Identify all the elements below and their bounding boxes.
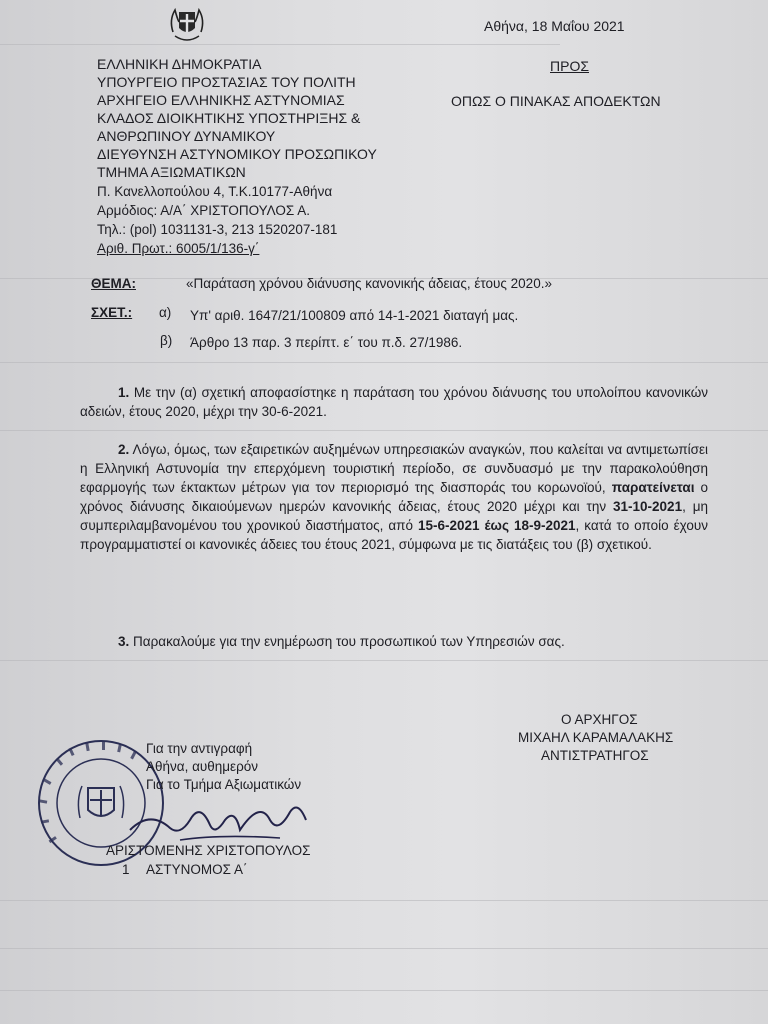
rule-line: [0, 430, 768, 431]
recipients-value: ΟΠΩΣ Ο ΠΙΝΑΚΑΣ ΑΠΟΔΕΚΤΩΝ: [451, 93, 661, 109]
header-line: ΔΙΕΥΘΥΝΣΗ ΑΣΤΥΝΟΜΙΚΟΥ ΠΡΟΣΩΠΙΚΟΥ: [97, 146, 377, 162]
subject-text: «Παράταση χρόνου διάνυσης κανονικής άδειας, έτους 2020.»: [186, 276, 552, 291]
chief-rank: ΑΝΤΙΣΤΡΑΤΗΓΟΣ: [541, 748, 649, 763]
handwritten-signature: [120, 790, 310, 850]
protocol-number: Αριθ. Πρωτ.: 6005/1/136-γ΄: [97, 241, 260, 256]
header-line: ΑΝΘΡΩΠΙΝΟΥ ΔΥΝΑΜΙΚΟΥ: [97, 128, 276, 144]
paragraph-number: 1.: [118, 385, 130, 400]
chief-title: Ο ΑΡΧΗΓΟΣ: [561, 712, 638, 727]
related-b-text: Άρθρο 13 παρ. 3 περίπτ. ε΄ του π.δ. 27/1986.: [190, 335, 463, 350]
copy-line: Για το Τμήμα Αξιωματικών: [146, 777, 302, 792]
responsible-officer: Αρμόδιος: Α/Α΄ ΧΡΙΣΤΟΠΟΥΛΟΣ Α.: [97, 203, 311, 218]
paragraph-text: , μη συμπεριλαμβανομένου του χρονικού διαστήματος, από: [80, 499, 708, 533]
chief-name: ΜΙΧΑΗΛ ΚΑΡΑΜΑΛΑΚΗΣ: [518, 730, 674, 745]
rule-line: [0, 990, 768, 991]
header-line: ΕΛΛΗΝΙΚΗ ΔΗΜΟΚΡΑΤΙΑ: [97, 56, 262, 72]
related-b-letter: β): [160, 333, 173, 348]
subject-label: ΘΕΜΑ:: [91, 276, 136, 291]
copy-line: Αθήνα, αυθημερόν: [146, 759, 259, 774]
paragraph-emphasis: 15-6-2021 έως 18-9-2021: [417, 518, 576, 533]
document-date: Αθήνα, 18 Μαΐου 2021: [484, 18, 625, 34]
paragraph-3: [80, 632, 708, 651]
paragraph-number: 3.: [118, 634, 130, 649]
rule-line: [0, 660, 768, 661]
paragraph-text: Λόγω, όμως, των εξαιρετικών αυξημένων υπηρεσιακών αναγκών, που καλείται να αντιμετωπίσει η Ελληνική Αστυνομία την επερχόμενη τουριστική περίοδο, σε συνδυασμό με την παρακολούθηση εφαρμογής των έκτακτων μέτρων για τον περιορισμό της διασποράς του κορωνοϊού,: [80, 442, 708, 495]
address: Π. Κανελλοπούλου 4, Τ.Κ.10177-Αθήνα: [97, 184, 333, 199]
related-label: ΣΧΕΤ.:: [91, 305, 133, 320]
related-a-letter: α): [159, 305, 172, 320]
rule-line: [0, 948, 768, 949]
rule-line: [0, 44, 560, 45]
related-a-text: Υπ' αριθ. 1647/21/100809 από 14-1-2021 διαταγή μας.: [190, 308, 519, 323]
header-line: ΤΜΗΜΑ ΑΞΙΩΜΑΤΙΚΩΝ: [97, 164, 246, 180]
paragraph-text: , κατά το οποίο έχουν προγραμματιστεί οι κανονικές άδειες του έτους 2021, σύμφωνα με τις διατάξεις του (β) σχετικού.: [80, 518, 709, 552]
phone: Τηλ.: (pol) 1031131-3, 213 1520207-181: [97, 222, 338, 237]
rule-line: [0, 900, 768, 901]
paragraph-number: 2.: [118, 442, 130, 457]
greek-coat-of-arms-icon: [165, 2, 209, 46]
paragraph-text: Με την (α) σχετική αποφασίστηκε η παράταση του χρόνου διάνυσης του υπολοίπου κανονικών αδειών, έτους 2020, μέχρι την 30-6-2021.: [80, 385, 708, 419]
header-line: ΑΡΧΗΓΕΙΟ ΕΛΛΗΝΙΚΗΣ ΑΣΤΥΝΟΜΙΑΣ: [97, 92, 345, 108]
paragraph-1: [80, 383, 708, 421]
copy-line: Για την αντιγραφή: [146, 741, 253, 756]
copy-rank-number: 1: [122, 862, 130, 877]
header-line: ΚΛΑΔΟΣ ΔΙΟΙΚΗΤΙΚΗΣ ΥΠΟΣΤΗΡΙΞΗΣ &: [97, 110, 361, 126]
recipients-label: ΠΡΟΣ: [550, 58, 589, 74]
rule-line: [0, 362, 768, 363]
header-line: ΥΠΟΥΡΓΕΙΟ ΠΡΟΣΤΑΣΙΑΣ ΤΟΥ ΠΟΛΙΤΗ: [97, 74, 356, 90]
paragraph-text: Παρακαλούμε για την ενημέρωση του προσωπικού των Υπηρεσιών σας.: [133, 634, 565, 649]
paragraph-emphasis: 31-10-2021: [613, 499, 683, 514]
paragraph-2: [80, 440, 708, 554]
paragraph-text: ο χρόνος διάνυσης δικαιούμενων ημερών κανονικής άδειας, έτους 2020 μέχρι και την: [80, 480, 708, 514]
paragraph-emphasis: παρατείνεται: [611, 480, 695, 495]
copy-signatory-name: ΑΡΙΣΤΟΜΕΝΗΣ ΧΡΙΣΤΟΠΟΥΛΟΣ: [106, 843, 311, 858]
copy-signatory-rank: ΑΣΤΥΝΟΜΟΣ Α΄: [146, 862, 248, 877]
